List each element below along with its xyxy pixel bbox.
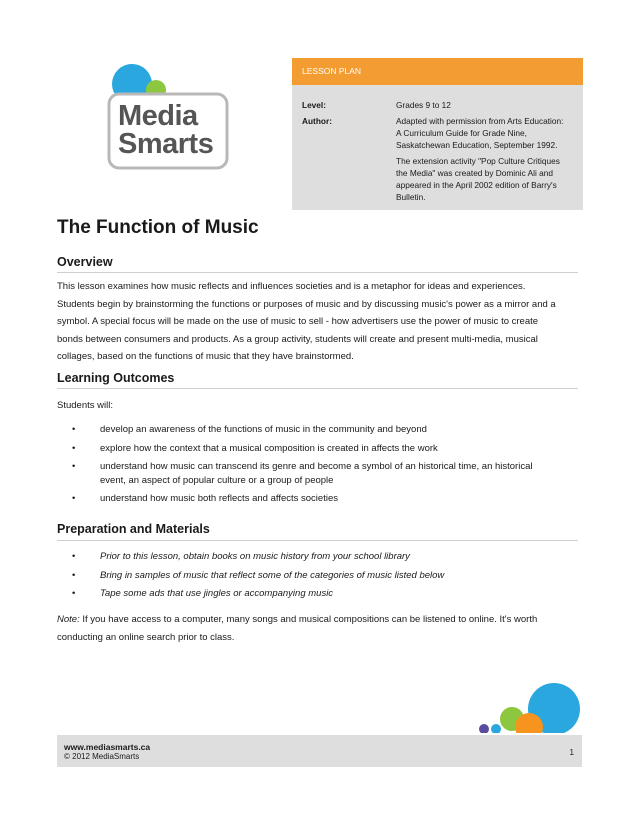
level-value: Grades 9 to 12	[396, 100, 451, 110]
page-number: 1	[569, 748, 574, 757]
note-label: Note:	[57, 614, 80, 625]
extension-line: Bulletin.	[396, 192, 426, 202]
page-title: The Function of Music	[57, 217, 259, 238]
bullet-icon: •	[72, 424, 76, 435]
list-item-text: Tape some ads that use jingles or accompanying music	[100, 588, 334, 599]
learning-outcomes-heading: Learning Outcomes	[57, 371, 175, 385]
logo-text-media: Media	[118, 100, 198, 132]
author-line: Saskatchewan Education, September 1992.	[396, 140, 558, 150]
list-item	[57, 460, 582, 487]
materials-list	[57, 550, 582, 606]
list-item-text: develop an awareness of the functions of music in the community and beyond	[100, 424, 427, 435]
mediasmarts-logo	[104, 62, 234, 174]
author-line: Adapted with permission from Arts Education:	[396, 116, 564, 126]
overview-heading: Overview	[57, 255, 113, 269]
list-item	[57, 550, 582, 564]
decorative-circles	[474, 683, 582, 733]
learning-outcomes-divider	[57, 388, 578, 389]
list-item-text: understand how music can transcend its genre and become a symbol of an historical time, an historical	[100, 461, 533, 472]
preparation-divider	[57, 540, 578, 541]
author-line: A Curriculum Guide for Grade Nine,	[396, 128, 527, 138]
preparation-heading: Preparation and Materials	[57, 522, 210, 536]
list-item	[57, 442, 582, 456]
bullet-icon: •	[72, 588, 76, 599]
note-text: If you have access to a computer, many songs and musical compositions can be listened to online. It's worth	[79, 614, 538, 625]
note-line: conducting an online search prior to class.	[57, 631, 235, 643]
level-label: Level:	[302, 100, 326, 110]
overview-line: Students begin by brainstorming the functions or purposes of music and by discussing music's power as a mirror and a	[57, 298, 556, 310]
list-item-text: Prior to this lesson, obtain books on music history from your school library	[100, 551, 410, 562]
overview-line: symbol. A special focus will be made on the use of music to sell - how advertisers use the power of music to create	[57, 316, 539, 327]
footer-copyright: © 2012 MediaSmarts	[64, 752, 140, 761]
list-item	[57, 492, 582, 506]
outcomes-list	[57, 423, 582, 511]
extension-line: appeared in the April 2002 edition of Barry's	[396, 180, 557, 190]
list-item	[57, 569, 582, 583]
overview-paragraph	[57, 278, 582, 366]
list-item	[57, 423, 582, 437]
overview-line: bonds between consumers and products. As a group activity, students will create and present multi-media, musical	[57, 333, 538, 345]
overview-divider	[57, 272, 578, 273]
logo-text-smarts: Smarts	[118, 128, 214, 160]
author-label: Author:	[302, 116, 332, 126]
list-item-text: explore how the context that a musical composition is created in affects the work	[100, 442, 438, 454]
overview-line: collages, based on the functions of music that they have brainstormed.	[57, 351, 354, 362]
note-paragraph	[57, 611, 582, 646]
lesson-plan-box	[292, 58, 583, 210]
note-line	[57, 611, 582, 629]
bullet-icon: •	[72, 569, 76, 581]
list-item-text: understand how music both reflects and affects societies	[100, 493, 338, 504]
footer-website: www.mediasmarts.ca	[64, 742, 151, 752]
extension-line: The extension activity "Pop Culture Critiques	[396, 156, 560, 166]
list-item	[57, 587, 582, 601]
bullet-icon: •	[72, 461, 76, 472]
outcomes-intro: Students will:	[57, 400, 113, 411]
author-value	[396, 115, 578, 203]
bullet-icon: •	[72, 493, 76, 504]
bullet-icon: •	[72, 551, 76, 562]
decorative-circles-graphic	[474, 683, 582, 733]
list-item-text: Bring in samples of music that reflect some of the categories of music listed below	[100, 569, 445, 581]
lesson-plan-header: LESSON PLAN	[292, 58, 583, 85]
bullet-icon: •	[72, 442, 76, 454]
extension-line: the Media" was created by Dominic Ali and	[396, 168, 553, 178]
overview-line: This lesson examines how music reflects and influences societies and is a metaphor for ideas and experiences.	[57, 281, 526, 292]
list-item-text: event, an aspect of popular culture or a group of people	[100, 474, 334, 486]
page-footer	[57, 735, 582, 767]
